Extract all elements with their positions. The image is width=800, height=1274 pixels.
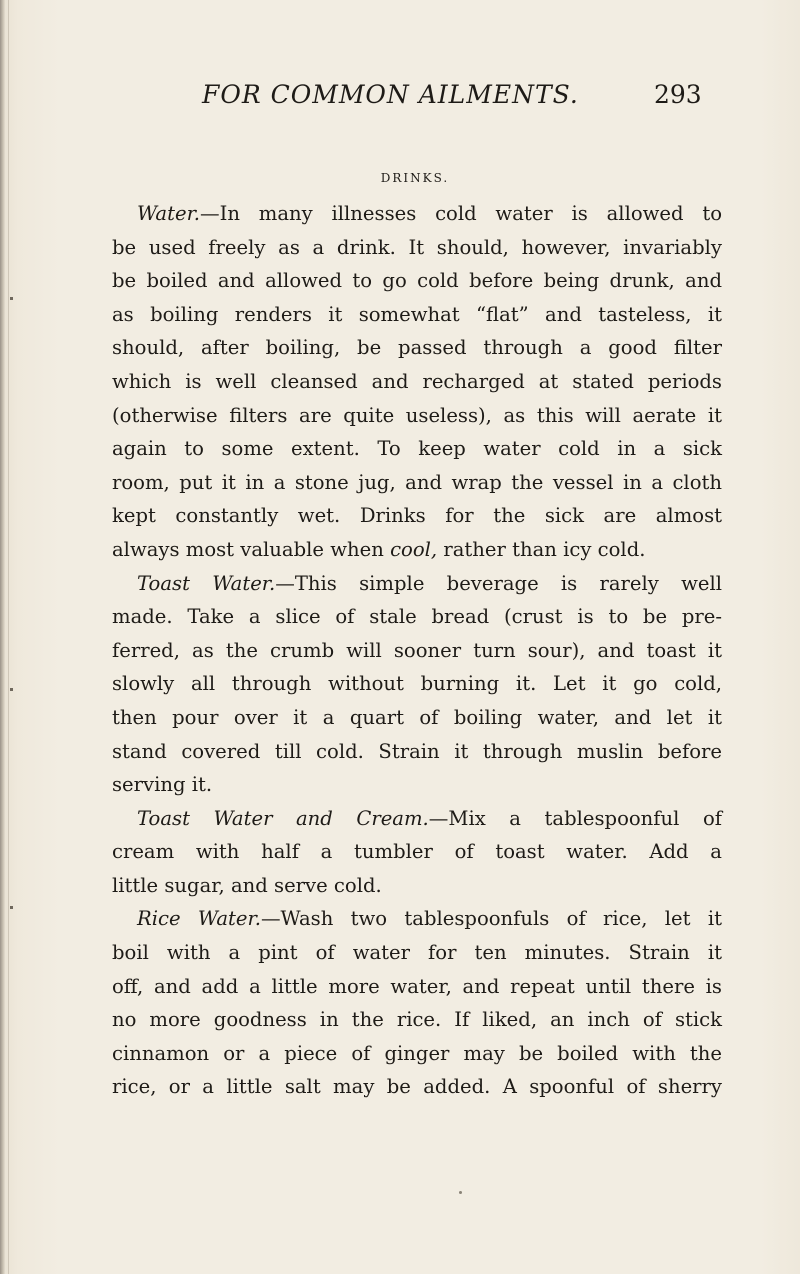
running-head-title: FOR COMMON AILMENTS. [202,80,579,109]
text-line: then pour over it a quart of boiling water, and let it [112,705,722,729]
edge-mark [10,688,13,691]
text-line: should, after boiling, be passed through a good filter [112,336,722,360]
page-gutter-line [8,0,9,1274]
text-line: again to some extent. To keep water cold in a sick [112,437,722,461]
text-line: cinnamon or a piece of ginger may be boiled with the [112,1041,722,1065]
ink-speck [459,1191,462,1194]
text-line: off, and add a little more water, and repeat until there is [112,974,722,998]
text-line: always most valuable when cool, rather than icy cold. [112,537,646,561]
entry-title: Water. [137,202,201,225]
text-line: boil with a pint of water for ten minutes. Strain it [112,941,722,965]
section-heading: DRINKS. [380,171,450,185]
text-line: (otherwise filters are quite useless), as this will aerate it [112,403,722,427]
running-head [0,80,800,116]
text-line: cream with half a tumbler of toast water. Add a [112,840,722,864]
text-line: rice, or a little salt may be added. A spoonful of sherry [112,1075,722,1099]
entry-title: Toast Water. [137,571,276,595]
text-line: be boiled and allowed to go cold before being drunk, and [112,269,722,293]
edge-mark [10,906,13,909]
page-number: 293 [654,80,702,109]
entry-title: Toast Water and Cream. [137,806,429,830]
text-line: Toast Water.—This simple beverage is rarely well [137,571,723,595]
text-line: Toast Water and Cream.—Mix a tablespoonful of [137,806,722,830]
text-line: Rice Water.—Wash two tablespoonfuls of rice, let it [137,907,722,931]
edge-mark [10,297,13,300]
text-line: serving it. [112,773,213,797]
text-line: slowly all through without burning it. Let it go cold, [112,672,722,696]
text-line: little sugar, and serve cold. [112,873,382,897]
page-spine-shadow [0,0,5,1274]
entry-title: Rice Water. [137,907,261,931]
text-line: stand covered till cold. Strain it through muslin before [112,739,722,763]
text-line: ferred, as the crumb will sooner turn sour), and toast it [112,638,722,662]
text-line: room, put it in a stone jug, and wrap the vessel in a cloth [112,470,722,494]
text-line: which is well cleansed and recharged at stated periods [112,369,722,393]
text-line: as boiling renders it somewhat “flat” and tasteless, it [112,302,722,326]
text-line: be used freely as a drink. It should, however, invariably [112,235,722,259]
text-line: Water.—In many illnesses cold water is allowed to [137,202,722,225]
text-line: made. Take a slice of stale bread (crust is to be pre- [112,605,722,629]
text-line: kept constantly wet. Drinks for the sick are almost [112,504,722,528]
body-text [112,197,722,1104]
text-line: no more goodness in the rice. If liked, an inch of stick [112,1008,722,1032]
